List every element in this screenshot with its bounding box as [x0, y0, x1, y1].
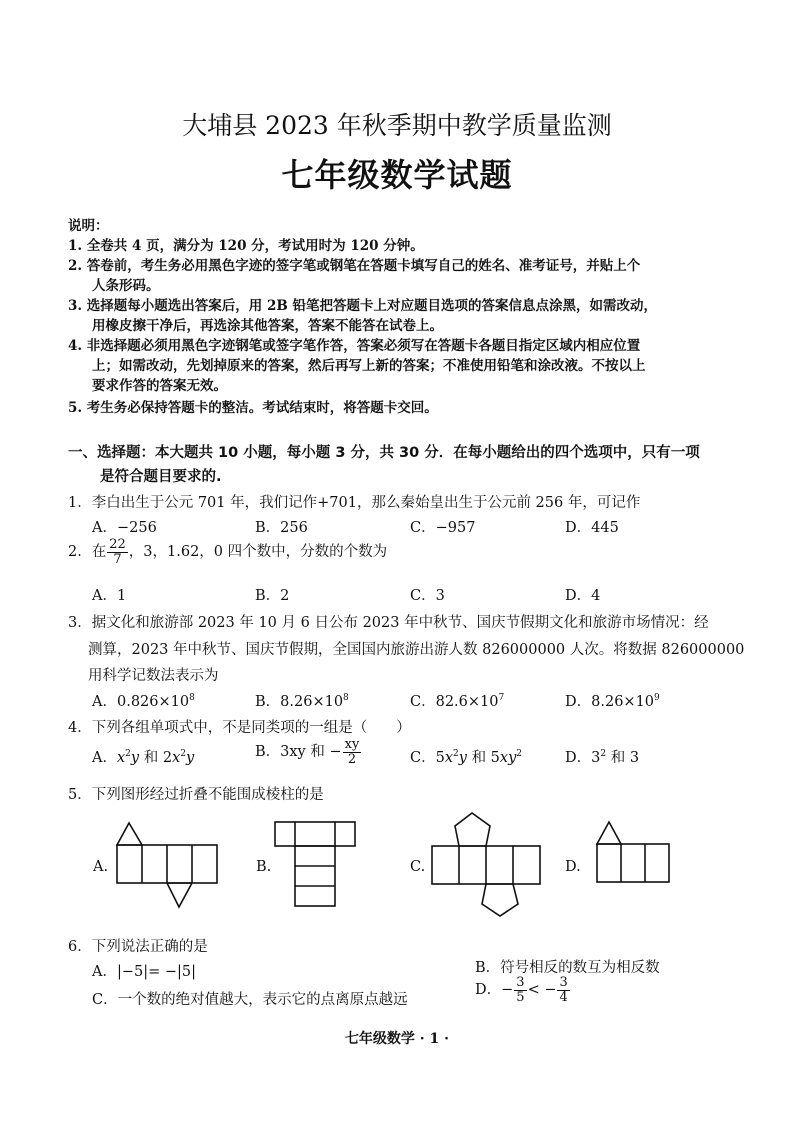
q3-stem-line: 3．据文化和旅游部 2023 年 10 月 6 日公布 2023 年中秋节、国庆节假期文化和旅游市场情况：经 — [68, 615, 709, 631]
q2-frac-den: 7 — [113, 551, 122, 567]
q1-option-c: C．−957 — [410, 520, 476, 536]
frac-num: 3 — [516, 975, 525, 990]
q2-option-c: C．3 — [410, 588, 445, 604]
note-line: 4. 非选择题必须用黑色字迹钢笔或签字笔作答，答案必须写在答题卡各题目指定区域内相应位置 — [68, 338, 641, 354]
note-line: 1. 全卷共 4 页，满分为 120 分，考试用时为 120 分钟。 — [68, 238, 424, 254]
option-label: B． — [255, 694, 281, 710]
option-label: C． — [410, 750, 436, 766]
q6-option-c: C．一个数的绝对值越大，表示它的点离原点越远 — [92, 992, 408, 1008]
q5-label-c: C. — [410, 859, 426, 875]
net-d — [597, 822, 669, 882]
frac-den: 5 — [516, 989, 525, 1005]
q2-prefix: 2．在 — [68, 544, 107, 561]
q3-stem-line: 用科学记数法表示为 — [88, 668, 219, 684]
q1-stem: 1．李白出生于公元 701 年，我们记作+701，那么秦始皇出生于公元前 256 年，可记作 — [68, 495, 641, 511]
option-base: 0.826×10 — [116, 694, 190, 710]
frac-den: 4 — [559, 989, 568, 1005]
option-base: 8.26×10 — [591, 694, 655, 710]
q2-option-a: A．1 — [92, 588, 127, 604]
q1-option-d: D．445 — [565, 520, 619, 536]
section-heading-cont: 是符合题目要求的. — [100, 469, 222, 485]
net-b — [275, 822, 355, 906]
option-text: B．3xy 和 − — [255, 744, 342, 761]
option-base: 8.26×10 — [280, 694, 344, 710]
q4-option-c: C．$5x^2y$ 和 $5xy^2$ — [410, 749, 523, 766]
q2-option-d: D．4 — [565, 588, 601, 604]
q1-option-a: A．−256 — [92, 520, 157, 536]
q6-option-b: B．符号相反的数互为相反数 — [475, 960, 660, 976]
page-footer: 七年级数学 · 1 · — [344, 1031, 450, 1047]
q5-label-d: D. — [565, 859, 581, 875]
note-line: 人条形码。 — [92, 278, 160, 294]
q4-option-a: A．$x^2y$ 和 $2x^2y$ — [92, 749, 195, 766]
q6-stem: 6．下列说法正确的是 — [68, 939, 208, 955]
exam-title: 大埔县 2023 年秋季期中教学质量监测 — [182, 111, 612, 140]
q5-stem: 5．下列图形经过折叠不能围成棱柱的是 — [68, 787, 324, 803]
option-base: 82.6×10 — [435, 694, 499, 710]
note-line: 5. 考生务必保持答题卡的整洁。考试结束时，将答题卡交回。 — [68, 400, 438, 416]
net-a — [117, 823, 217, 907]
q2-suffix: ，3，1.62，0 四个数中，分数的个数为 — [128, 544, 388, 561]
option-text: D．− — [475, 982, 514, 999]
option-exp: 8 — [189, 693, 195, 704]
q4-stem: 4．下列各组单项式中，不是同类项的一组是（ ） — [68, 720, 411, 736]
q6-d-frac2 — [557, 976, 569, 1004]
q5-label-a: A. — [93, 859, 109, 875]
option-label: D． — [565, 750, 592, 766]
option-label: D． — [565, 694, 592, 710]
option-label: A． — [92, 750, 117, 766]
q1-option-b: B．256 — [255, 520, 308, 536]
q6-option-a: A．|−5|= −|5| — [92, 964, 197, 980]
q4-option-d: D．$3^2$ 和 3 — [565, 749, 640, 766]
frac-num: 3 — [559, 975, 568, 990]
option-text: < − — [527, 982, 557, 999]
option-label: A． — [92, 694, 117, 710]
q6-option-d — [475, 976, 571, 1004]
note-line: 要求作答的答案无效。 — [92, 378, 227, 394]
exam-subtitle: 七年级数学试题 — [281, 156, 513, 194]
option-exp: 9 — [654, 693, 660, 704]
q2-option-b: B．2 — [255, 588, 290, 604]
notes-heading: 说明： — [68, 218, 109, 234]
note-line: 3. 选择题每小题选出答案后，用 2B 铅笔把答题卡上对应题目选项的答案信息点涂黑，如需改动， — [68, 298, 657, 314]
note-line: 2. 答卷前，考生务必用黑色字迹的签字笔或钢笔在答题卡填写自己的姓名、准考证号，并贴上个 — [68, 258, 641, 274]
net-c — [432, 813, 540, 916]
option-exp: 7 — [498, 693, 505, 704]
frac-num: xy — [344, 737, 360, 752]
section-heading: 一、选择题：本大题共 10 小题，每小题 3 分，共 30 分．在每小题给出的四个选项中，只有一项 — [68, 445, 700, 461]
q5-label-b: B. — [256, 859, 272, 875]
note-line: 上；如需改动，先划掉原来的答案，然后再写上新的答案；不准使用铅笔和涂改液。不按以上 — [92, 358, 646, 374]
q6-d-frac1 — [514, 976, 526, 1004]
frac-den: 2 — [347, 751, 357, 767]
q3-stem-line: 测算，2023 年中秋节、国庆节假期，全国国内旅游出游人数 826000000 人次。将数据 826000000 — [88, 642, 745, 658]
option-label: C． — [410, 694, 436, 710]
q2-frac-num: 22 — [109, 537, 126, 552]
option-exp: 8 — [343, 693, 349, 704]
note-line: 用橡皮擦干净后，再选涂其他答案，答案不能答在试卷上。 — [92, 318, 443, 334]
